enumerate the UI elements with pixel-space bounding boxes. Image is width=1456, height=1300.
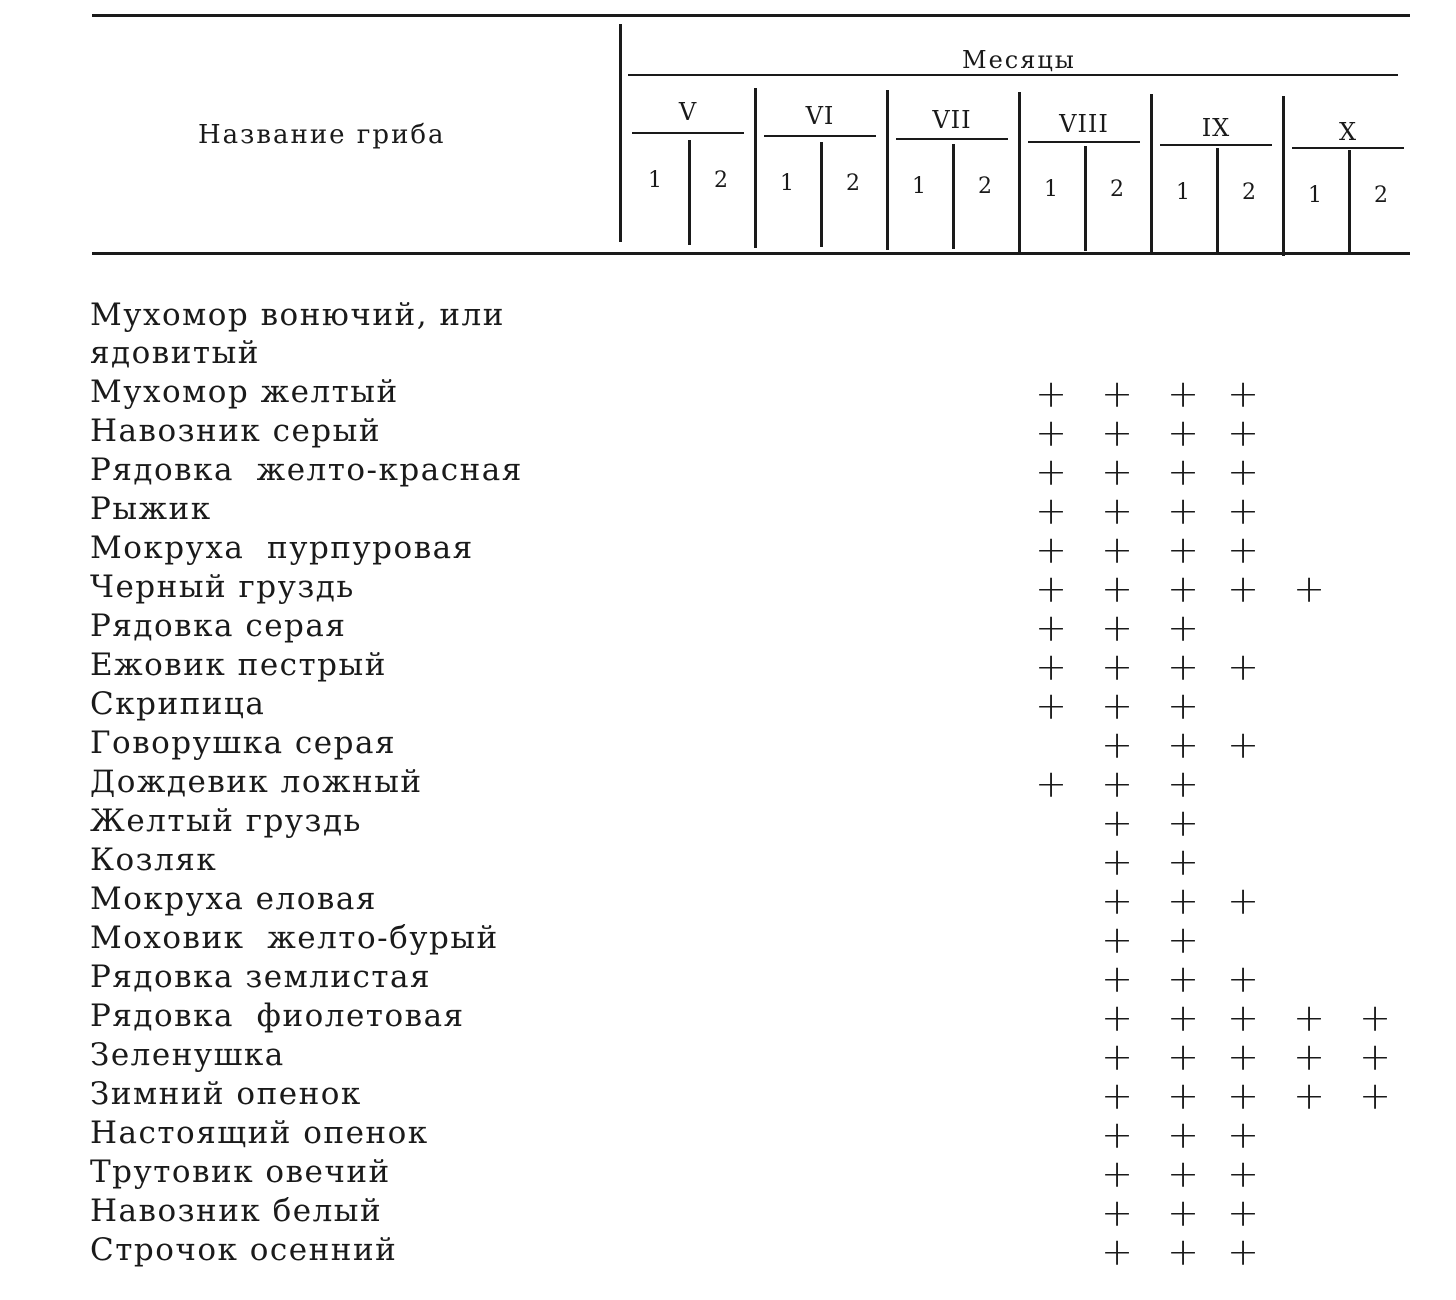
- fungus-name: Скрипица: [90, 686, 266, 722]
- presence-mark: +: [1167, 1035, 1199, 1079]
- month-divider: [886, 90, 889, 250]
- fungus-name: Ежовик пестрый: [90, 647, 387, 683]
- presence-mark: +: [1167, 1074, 1199, 1118]
- months-underline: [628, 74, 1398, 76]
- presence-mark: +: [1101, 918, 1133, 962]
- presence-mark: +: [1359, 996, 1391, 1040]
- month-label: V: [678, 98, 698, 126]
- fungus-name: Навозник белый: [90, 1193, 383, 1229]
- presence-mark: +: [1035, 684, 1067, 728]
- presence-mark: +: [1035, 411, 1067, 455]
- half-month-label: 2: [1110, 177, 1124, 202]
- half-divider: [820, 142, 823, 247]
- fungus-name: Рыжик: [90, 491, 212, 527]
- presence-mark: +: [1227, 1035, 1259, 1079]
- presence-mark: +: [1167, 957, 1199, 1001]
- fungus-name: Рядовка землистая: [90, 959, 432, 995]
- fungus-name: Дождевик ложный: [90, 764, 423, 800]
- presence-mark: +: [1227, 489, 1259, 533]
- presence-mark: +: [1227, 411, 1259, 455]
- fungus-name: Мухомор вонючий, или ядовитый: [90, 297, 505, 371]
- presence-mark: +: [1227, 723, 1259, 767]
- fungus-name: Мокруха пурпуровая: [90, 530, 474, 566]
- header-bottom-rule: [92, 252, 1410, 255]
- presence-mark: +: [1227, 957, 1259, 1001]
- half-month-label: 1: [1308, 183, 1322, 208]
- month-underline: [1160, 144, 1272, 146]
- presence-mark: +: [1167, 528, 1199, 572]
- month-label: VIII: [1059, 110, 1109, 138]
- presence-mark: +: [1359, 1074, 1391, 1118]
- month-underline: [764, 135, 876, 137]
- presence-mark: +: [1167, 840, 1199, 884]
- presence-mark: +: [1101, 489, 1133, 533]
- presence-mark: +: [1101, 1113, 1133, 1157]
- half-month-label: 1: [1044, 177, 1058, 202]
- presence-mark: +: [1167, 372, 1199, 416]
- month-underline: [632, 132, 744, 134]
- presence-mark: +: [1167, 1152, 1199, 1196]
- presence-mark: +: [1101, 1035, 1133, 1079]
- month-underline: [896, 138, 1008, 140]
- fungus-name: Моховик желто-бурый: [90, 920, 499, 956]
- fungus-name: Мухомор желтый: [90, 374, 399, 410]
- half-divider: [1348, 150, 1351, 255]
- month-divider: [1150, 94, 1153, 254]
- month-label: X: [1338, 118, 1358, 146]
- presence-mark: +: [1227, 996, 1259, 1040]
- presence-mark: +: [1101, 879, 1133, 923]
- fungus-name: Трутовик овечий: [90, 1154, 391, 1190]
- presence-mark: +: [1101, 606, 1133, 650]
- month-underline: [1028, 141, 1140, 143]
- presence-mark: +: [1227, 567, 1259, 611]
- month-underline: [1292, 147, 1404, 149]
- presence-mark: +: [1167, 450, 1199, 494]
- month-divider: [754, 88, 757, 248]
- presence-mark: +: [1035, 528, 1067, 572]
- half-month-label: 2: [1374, 183, 1388, 208]
- fungus-name: Рядовка желто-красная: [90, 452, 523, 488]
- presence-mark: +: [1035, 645, 1067, 689]
- presence-mark: +: [1167, 879, 1199, 923]
- table-top-rule: [92, 14, 1410, 17]
- presence-mark: +: [1101, 762, 1133, 806]
- presence-mark: +: [1167, 1230, 1199, 1274]
- presence-mark: +: [1227, 1152, 1259, 1196]
- name-column-divider: [619, 24, 622, 242]
- presence-mark: +: [1293, 1035, 1325, 1079]
- fungus-name: Черный груздь: [90, 569, 355, 605]
- presence-mark: +: [1101, 528, 1133, 572]
- presence-mark: +: [1035, 489, 1067, 533]
- presence-mark: +: [1035, 762, 1067, 806]
- presence-mark: +: [1227, 528, 1259, 572]
- presence-mark: +: [1101, 645, 1133, 689]
- presence-mark: +: [1167, 567, 1199, 611]
- fungus-name: Мокруха еловая: [90, 881, 377, 917]
- half-month-label: 2: [714, 168, 728, 193]
- presence-mark: +: [1167, 684, 1199, 728]
- presence-mark: +: [1167, 645, 1199, 689]
- presence-mark: +: [1293, 1074, 1325, 1118]
- presence-mark: +: [1101, 567, 1133, 611]
- half-divider: [1084, 146, 1087, 251]
- months-header: Месяцы: [962, 46, 1076, 74]
- fungus-name: Желтый груздь: [90, 803, 362, 839]
- presence-mark: +: [1167, 489, 1199, 533]
- presence-mark: +: [1167, 723, 1199, 767]
- fungus-name: Рядовка серая: [90, 608, 347, 644]
- presence-mark: +: [1293, 996, 1325, 1040]
- month-divider: [1018, 92, 1021, 252]
- presence-mark: +: [1167, 762, 1199, 806]
- half-month-label: 2: [978, 174, 992, 199]
- half-divider: [1216, 148, 1219, 253]
- fungus-name: Настоящий опенок: [90, 1115, 429, 1151]
- presence-mark: +: [1167, 411, 1199, 455]
- presence-mark: +: [1101, 996, 1133, 1040]
- fungus-name: Зимний опенок: [90, 1076, 362, 1112]
- presence-mark: +: [1101, 684, 1133, 728]
- presence-mark: +: [1035, 606, 1067, 650]
- month-divider: [1282, 96, 1285, 256]
- month-label: VI: [805, 102, 835, 130]
- presence-mark: +: [1227, 1113, 1259, 1157]
- presence-mark: +: [1227, 450, 1259, 494]
- presence-mark: +: [1167, 918, 1199, 962]
- half-month-label: 2: [1242, 180, 1256, 205]
- half-month-label: 1: [912, 174, 926, 199]
- presence-mark: +: [1101, 957, 1133, 1001]
- presence-mark: +: [1101, 372, 1133, 416]
- half-divider: [688, 140, 691, 245]
- presence-mark: +: [1101, 1152, 1133, 1196]
- presence-mark: +: [1227, 879, 1259, 923]
- fungus-name: Зеленушка: [90, 1037, 285, 1073]
- presence-mark: +: [1227, 372, 1259, 416]
- half-month-label: 1: [648, 168, 662, 193]
- half-month-label: 2: [846, 171, 860, 196]
- fungus-name: Рядовка фиолетовая: [90, 998, 465, 1034]
- presence-mark: +: [1101, 801, 1133, 845]
- presence-mark: +: [1035, 450, 1067, 494]
- presence-mark: +: [1167, 606, 1199, 650]
- fungus-name: Говорушка серая: [90, 725, 397, 761]
- name-column-header: Название гриба: [198, 120, 446, 150]
- presence-mark: +: [1101, 840, 1133, 884]
- presence-mark: +: [1227, 645, 1259, 689]
- presence-mark: +: [1227, 1191, 1259, 1235]
- fungus-name: Козляк: [90, 842, 218, 878]
- presence-mark: +: [1293, 567, 1325, 611]
- presence-mark: +: [1101, 1230, 1133, 1274]
- presence-mark: +: [1101, 411, 1133, 455]
- month-label: IX: [1201, 114, 1231, 142]
- presence-mark: +: [1035, 372, 1067, 416]
- presence-mark: +: [1167, 1113, 1199, 1157]
- presence-mark: +: [1035, 567, 1067, 611]
- presence-mark: +: [1167, 801, 1199, 845]
- presence-mark: +: [1359, 1035, 1391, 1079]
- fungus-name: Навозник серый: [90, 413, 381, 449]
- presence-mark: +: [1101, 450, 1133, 494]
- presence-mark: +: [1101, 1191, 1133, 1235]
- presence-mark: +: [1167, 996, 1199, 1040]
- presence-mark: +: [1101, 1074, 1133, 1118]
- fungus-name: Строчок осенний: [90, 1232, 398, 1268]
- half-month-label: 1: [1176, 180, 1190, 205]
- half-divider: [952, 144, 955, 249]
- presence-mark: +: [1101, 723, 1133, 767]
- presence-mark: +: [1227, 1230, 1259, 1274]
- half-month-label: 1: [780, 171, 794, 196]
- presence-mark: +: [1227, 1074, 1259, 1118]
- presence-mark: +: [1167, 1191, 1199, 1235]
- month-label: VII: [932, 106, 972, 134]
